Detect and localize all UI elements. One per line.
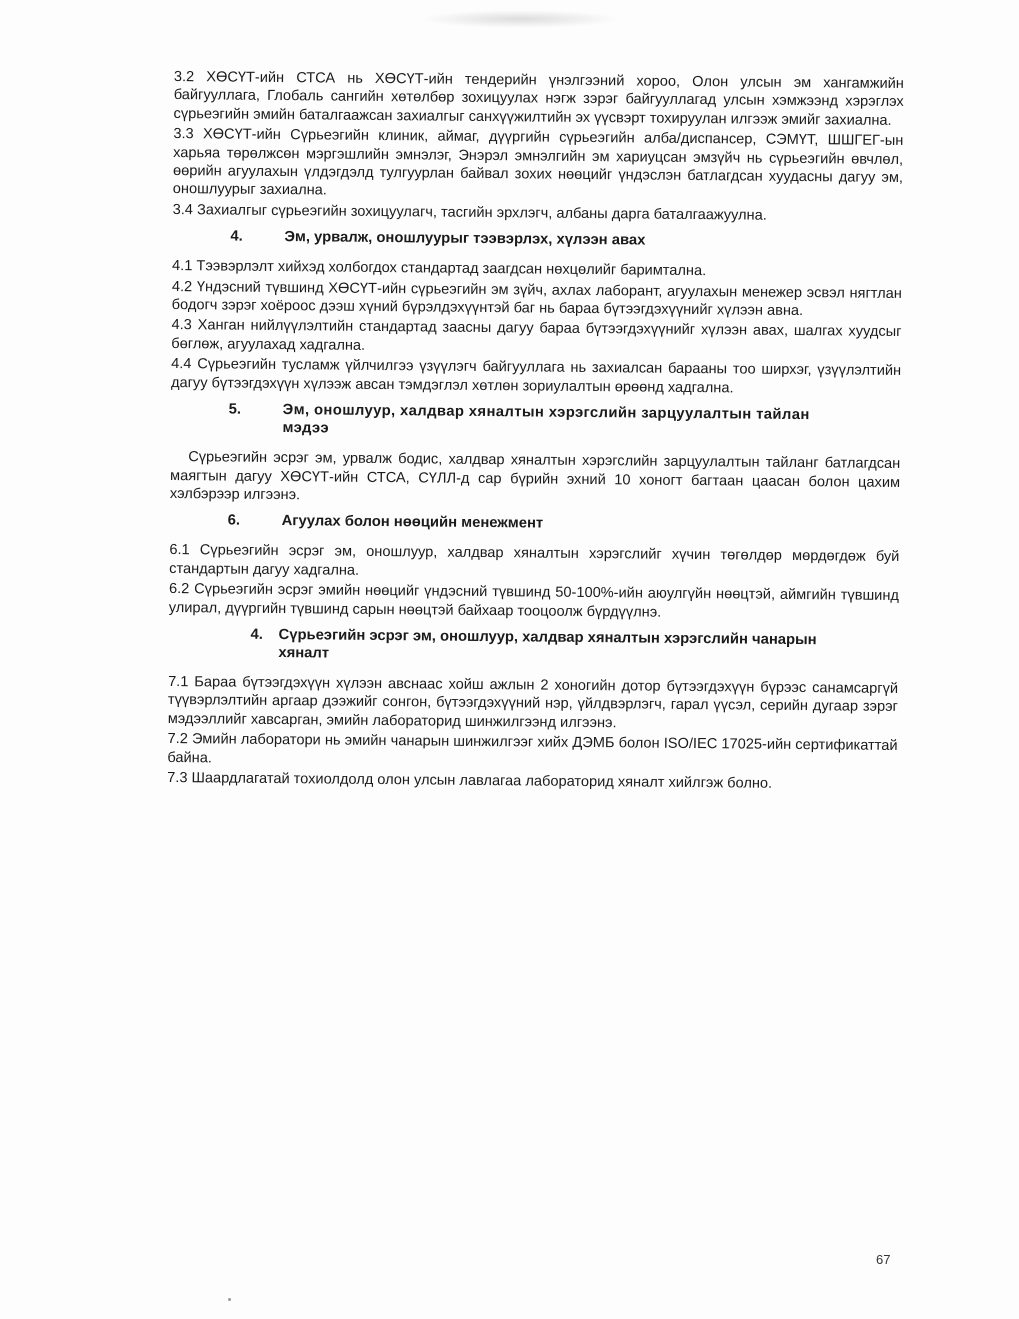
- section-7-number: 4.: [250, 626, 263, 643]
- paragraph-7-1: 7.1 Бараа бүтээгдэхүүн хүлээн авснаас хойш ажлын 2 хоногийн дотор бүтээгдэхүүн бүрээс санамсаргүй түүвэрлэлтийн аргаар дээжийг сонгон, бүтээгдэхүүний нэр, үйлдвэрлэгч, гарал үүсэл, серийн дугаар зэрэг мэдээллийг хавсарган, эмийн лабораторид шинжилгээнд илгээнэ.: [167, 673, 899, 732]
- scan-smudge: [420, 10, 620, 28]
- paragraph-4-4: 4.4 Сүрьеэгийн тусламж үйлчилгээ үзүүлэгч байгууллага нь захиалсан барааны тоо ширхэг, үзүүлэлтийн дагуу бүтээгдэхүүн хүлээж авсан тэмдэглэл хөтлөн зориулалтын өрөөнд хадгална.: [170, 356, 902, 397]
- page-number: 67: [876, 1252, 891, 1267]
- paragraph-7-3: 7.3 Шаардлагатай тохиолдолд олон улсын лавлагаа лабораторид хяналт хийлгэж болно.: [167, 769, 773, 792]
- scan-speck: [228, 1298, 231, 1301]
- section-4-number: 4.: [230, 228, 243, 245]
- section-5-heading: [228, 401, 900, 443]
- paragraph-6-1: 6.1 Сүрьеэгийн эсрэг эм, оношлуур, халдвар хяналтын хэрэгслийг хүчин төгөлдөр мөрдөгдөж буй стандартын дагуу хадгална.: [169, 542, 900, 579]
- section-4-heading: [230, 228, 902, 252]
- section-6-number: 6.: [227, 512, 241, 529]
- paragraph-4-2: 4.2 Үндэсний түвшинд ХӨСҮТ-ийн сүрьеэгийн эм зүйч, ахлах лаборант, агуулахын менежер эсвэл нягтлан бодогч зэрэг хоёроос дээш хүний бүрэлдэхүүнтэй баг нь бараа бүтээгдэхүүнийг хүлээн авна.: [171, 278, 902, 320]
- section-7-title: Сүрьеэгийн эсрэг эм, оношлуур, халдвар хяналтын хэрэгслийн чанарын хяналт: [278, 626, 817, 662]
- paragraph-3-3: 3.3 ХӨСҮТ-ийн Сүрьеэгийн клиник, аймаг, дүүргийн сүрьеэгийн алба/диспансер, СЭМҮТ, ШШГЕГ-ын харьяа төрөлжсөн мэргэшлийн эмнэлэг, Энэрэл эмнэлгийн эм хариуцсан эмзүйч нь сүрьеэгийн өвчлөл, өөрийн агуулахын үлдэгдэлд тулгуурлан байвал зохих нөөцийг үндэслэн батлагдсан хуудасны дагуу эм, оношлуурыг захиална.: [172, 126, 904, 199]
- section-7-heading: [250, 626, 898, 668]
- section-5-title: Эм, оношлуур, халдвар хяналтын хэрэгслийн зарцуулалтын тайлан мэдээ: [282, 402, 810, 437]
- paragraph-4-1: 4.1 Тээвэрлэлт хийхэд холбогдох стандартад заагдсан нөхцөлийг баримтална.: [172, 258, 707, 280]
- paragraph-3-4: 3.4 Захиалгыг сүрьеэгийн зохицуулагч, тасгийн эрхлэгч, албаны дарга баталгаажуулна.: [172, 201, 767, 224]
- paragraph-6-2: 6.2 Сүрьеэгийн эсрэг эмийн нөөцийг үндэсний түвшинд 50-100%-ийн аюулгүйн нөөцтэй, аймгийн түвшинд улирал, дүүргийн түвшинд сарын нөөцтэй байхаар тооцоолж бүрдүүлнэ.: [168, 581, 900, 621]
- paragraph-3-2: 3.2 ХӨСҮТ-ийн СТСА нь ХӨСҮТ-ийн тендерийн үнэлгээний хороо, Олон улсын эм хангамжийн байгууллага, Глобаль сангийн хөтөлбөр зохицуулах нэгж зэрэг байгууллагад улсын хэмжээнд хэрэглэх сүрьеэгийн эмийн баталгаажсан захиалгыг санхүүжилтийн эх үүсвэрт тохируулан илгээж эмийг захиална.: [173, 68, 904, 129]
- paragraph-7-2: 7.2 Эмийн лаборатори нь эмийн чанарын шинжилгээг хийх ДЭМБ болон ISO/IEC 17025-ийн сертификаттай байна.: [167, 731, 898, 766]
- document-body: [167, 68, 904, 796]
- section-4-title: Эм, урвалж, оношлуурыг тээвэрлэх, хүлээн авах: [284, 229, 646, 249]
- paragraph-5-body: Сүрьеэгийн эсрэг эм, урвалж бодис, халдвар хяналтын хэрэгслийн зарцуулалтын тайланг батлагдсан маягтын дагуу ХӨСҮТ-ийн СТСА, СҮЛЛ-д сар бүрийн эхний 10 хоногт багтаан цаасан болон цахим хэлбэрээр илгээнэ.: [169, 449, 901, 504]
- section-5-number: 5.: [228, 401, 242, 418]
- section-6-title: Агуулах болон нөөцийн менежмент: [281, 513, 544, 532]
- section-6-heading: [228, 512, 900, 536]
- paragraph-4-3: 4.3 Ханган нийлүүлэлтийн стандартад заасны дагуу бараа бүтээгдэхүүнийг хүлээн авах, шалгах хуудсыг бөглөж, агуулахад хадгална.: [171, 317, 902, 354]
